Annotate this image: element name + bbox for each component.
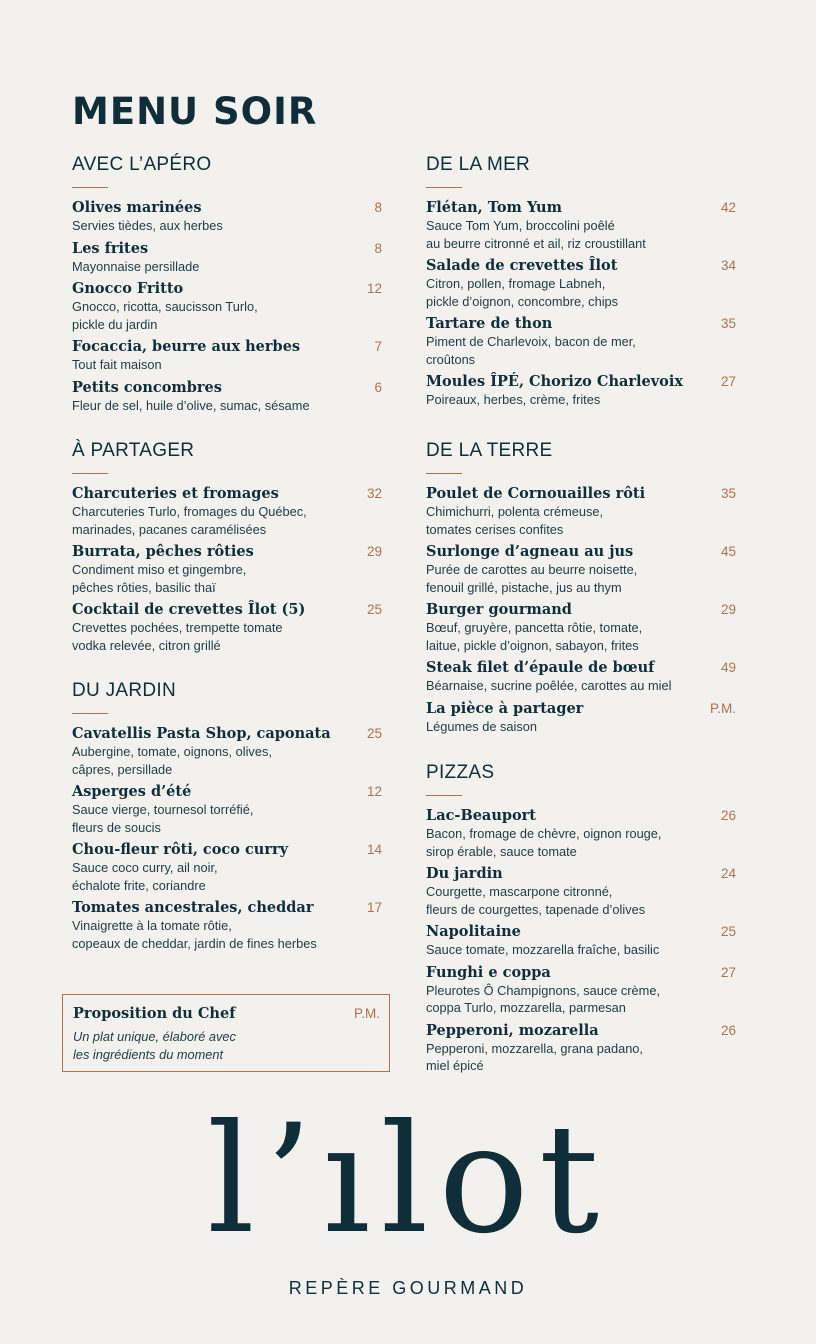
item-name: Salade de crevettes Îlot <box>426 257 618 274</box>
item-price: 8 <box>374 200 382 215</box>
section-de-la-mer <box>426 153 736 414</box>
menu-item <box>426 315 736 368</box>
menu-item <box>72 280 382 333</box>
menu-item <box>72 199 382 235</box>
section-divider <box>426 473 462 474</box>
menu-item <box>426 199 736 252</box>
section-title: DU JARDIN <box>72 680 177 701</box>
item-name: Chou-fleur rôti, coco curry <box>72 841 289 858</box>
section-du-jardin <box>72 679 382 957</box>
item-name: Du jardin <box>426 865 503 882</box>
item-price: P.M. <box>709 700 736 716</box>
item-description: Chimichurri, polenta crémeuse, tomates cerises confites <box>426 504 604 537</box>
item-name: Surlonge d’agneau au jus <box>426 543 634 560</box>
menu-item <box>72 543 382 596</box>
item-description: Charcuteries Turlo, fromages du Québec, marinades, pacanes caramélisées <box>72 504 307 537</box>
section-divider <box>72 713 108 714</box>
section-title: À PARTAGER <box>72 440 195 461</box>
item-name: Focaccia, beurre aux herbes <box>72 338 301 355</box>
item-name: Moules ÎPÉ, Chorizo Charlevoix <box>426 373 683 390</box>
item-name: Flétan, Tom Yum <box>426 199 562 216</box>
item-price: 26 <box>720 1022 736 1038</box>
item-name: Petits concombres <box>72 378 222 396</box>
item-price: 27 <box>720 964 736 980</box>
menu-item <box>426 373 736 409</box>
item-price: 49 <box>720 660 736 675</box>
chef-proposition-box <box>62 994 390 1072</box>
item-name: Burrata, pêches rôties <box>72 543 254 560</box>
item-description: Bœuf, gruyère, pancetta rôtie, tomate, laitue, pickle d’oignon, sabayon, frites <box>426 620 643 653</box>
item-name: Gnocco Fritto <box>72 280 184 297</box>
menu-item <box>72 783 382 836</box>
item-description: Condiment miso et gingembre, pêches rôties, basilic thaï <box>72 562 247 595</box>
menu-item <box>72 379 382 415</box>
section-title: DE LA TERRE <box>426 440 553 461</box>
menu-item <box>72 725 382 778</box>
menu-item <box>426 485 736 538</box>
menu-item <box>72 601 382 654</box>
menu-item <box>426 964 736 1017</box>
item-name: Burger gourmand <box>426 601 572 618</box>
item-price: 12 <box>366 784 382 799</box>
item-price: 25 <box>720 924 736 939</box>
item-description: Citron, pollen, fromage Labneh, pickle d’oignon, concombre, chips <box>426 276 619 309</box>
section-pizzas <box>426 761 736 1080</box>
item-name: Les frites <box>72 239 149 257</box>
section-title: DE LA MER <box>426 154 531 175</box>
item-price: 14 <box>366 842 382 857</box>
item-name: Napolitaine <box>426 923 521 940</box>
item-name: Lac-Beauport <box>426 807 537 824</box>
menu-item <box>426 807 736 860</box>
item-name: Tartare de thon <box>426 315 553 332</box>
item-description: Mayonnaise persillade <box>72 258 200 274</box>
item-price: 12 <box>366 281 382 296</box>
section-divider <box>426 187 462 188</box>
item-price: 6 <box>374 379 382 395</box>
item-price: 35 <box>720 316 736 331</box>
menu-item <box>72 240 382 276</box>
restaurant-logo: l’ılot <box>206 1093 610 1267</box>
item-description: Sauce Tom Yum, broccolini poêlé au beurre citronné et ail, riz croustillant <box>426 218 646 251</box>
menu-item <box>72 338 382 374</box>
item-description: Poireaux, herbes, crème, frites <box>426 392 601 407</box>
item-price: 29 <box>720 602 736 617</box>
chef-item-name: Proposition du Chef <box>73 1005 236 1022</box>
section-apero <box>72 153 382 419</box>
item-name: Cavatellis Pasta Shop, caponata <box>72 725 331 742</box>
menu-item <box>426 700 736 736</box>
item-price: 29 <box>366 544 382 559</box>
item-name: Tomates ancestrales, cheddar <box>72 899 314 916</box>
item-name: Poulet de Cornouailles rôti <box>426 485 646 502</box>
item-description: Pleurotes Ô Champignons, sauce crème, coppa Turlo, mozzarella, parmesan <box>426 982 661 1015</box>
item-description: Crevettes pochées, trempette tomate vodka relevée, citron grillé <box>72 620 283 653</box>
chef-item-description: Un plat unique, élaboré avec les ingrédients du moment <box>73 1029 236 1062</box>
item-price: 32 <box>366 486 382 501</box>
item-name: Steak filet d’épaule de bœuf <box>426 659 655 676</box>
item-price: 34 <box>720 258 736 273</box>
item-description: Sauce coco curry, ail noir, échalote frite, coriandre <box>72 860 218 893</box>
item-price: 45 <box>720 544 736 559</box>
item-description: Légumes de saison <box>426 718 537 734</box>
item-description: Piment de Charlevoix, bacon de mer, croûtons <box>426 334 636 367</box>
item-price: 24 <box>720 866 736 881</box>
menu-item <box>426 1022 736 1075</box>
section-de-la-terre <box>426 439 736 740</box>
item-price: 25 <box>366 726 382 741</box>
menu-item <box>426 543 736 596</box>
chef-item-price: P.M. <box>353 1006 380 1021</box>
item-description: Pepperoni, mozzarella, grana padano, miel épicé <box>426 1040 643 1073</box>
menu-item <box>426 865 736 918</box>
item-name: Olives marinées <box>72 199 202 216</box>
restaurant-tagline: REPÈRE GOURMAND <box>288 1278 528 1298</box>
item-name: Charcuteries et fromages <box>72 485 279 502</box>
section-divider <box>72 473 108 474</box>
item-description: Vinaigrette à la tomate rôtie, copeaux de cheddar, jardin de fines herbes <box>72 918 317 951</box>
section-a-partager <box>72 439 382 659</box>
item-description: Servies tièdes, aux herbes <box>72 218 223 233</box>
item-description: Fleur de sel, huile d’olive, sumac, sésame <box>72 397 310 413</box>
menu-item <box>426 257 736 310</box>
item-description: Purée de carottes au beurre noisette, fenouil grillé, pistache, jus au thym <box>426 562 638 595</box>
item-price: 42 <box>720 200 736 215</box>
menu-item <box>72 899 382 952</box>
menu-item <box>426 923 736 959</box>
item-price: 8 <box>374 240 382 256</box>
menu-item <box>72 841 382 894</box>
menu-item <box>426 601 736 654</box>
item-price: 7 <box>374 339 382 354</box>
item-name: Asperges d’été <box>72 783 192 800</box>
item-description: Tout fait maison <box>72 357 162 372</box>
item-description: Gnocco, ricotta, saucisson Turlo, pickle du jardin <box>72 299 258 332</box>
item-price: 17 <box>366 900 382 915</box>
item-name: Pepperoni, mozarella <box>426 1021 599 1039</box>
item-description: Aubergine, tomate, oignons, olives, câpres, persillade <box>72 744 272 777</box>
item-description: Béarnaise, sucrine poêlée, carottes au miel <box>426 678 672 693</box>
menu-item <box>426 659 736 695</box>
item-price: 27 <box>720 374 736 389</box>
item-price: 26 <box>720 808 736 823</box>
menu-item <box>72 485 382 538</box>
item-name: Cocktail de crevettes Îlot (5) <box>72 601 306 618</box>
item-description: Sauce vierge, tournesol torréfié, fleurs de soucis <box>72 802 254 835</box>
menu-title: MENU SOIR <box>72 90 318 133</box>
section-title: AVEC L’APÉRO <box>72 154 212 175</box>
item-description: Courgette, mascarpone citronné, fleurs de courgettes, tapenade d’olives <box>426 884 646 917</box>
section-title: PIZZAS <box>426 762 495 783</box>
item-price: 35 <box>720 486 736 501</box>
item-price: 25 <box>366 602 382 617</box>
item-name: Funghi e coppa <box>426 963 551 981</box>
section-divider <box>72 187 108 188</box>
section-divider <box>426 795 462 796</box>
item-description: Bacon, fromage de chèvre, oignon rouge, sirop érable, sauce tomate <box>426 826 662 859</box>
item-name: La pièce à partager <box>426 699 584 717</box>
item-description: Sauce tomate, mozzarella fraîche, basilic <box>426 942 660 957</box>
